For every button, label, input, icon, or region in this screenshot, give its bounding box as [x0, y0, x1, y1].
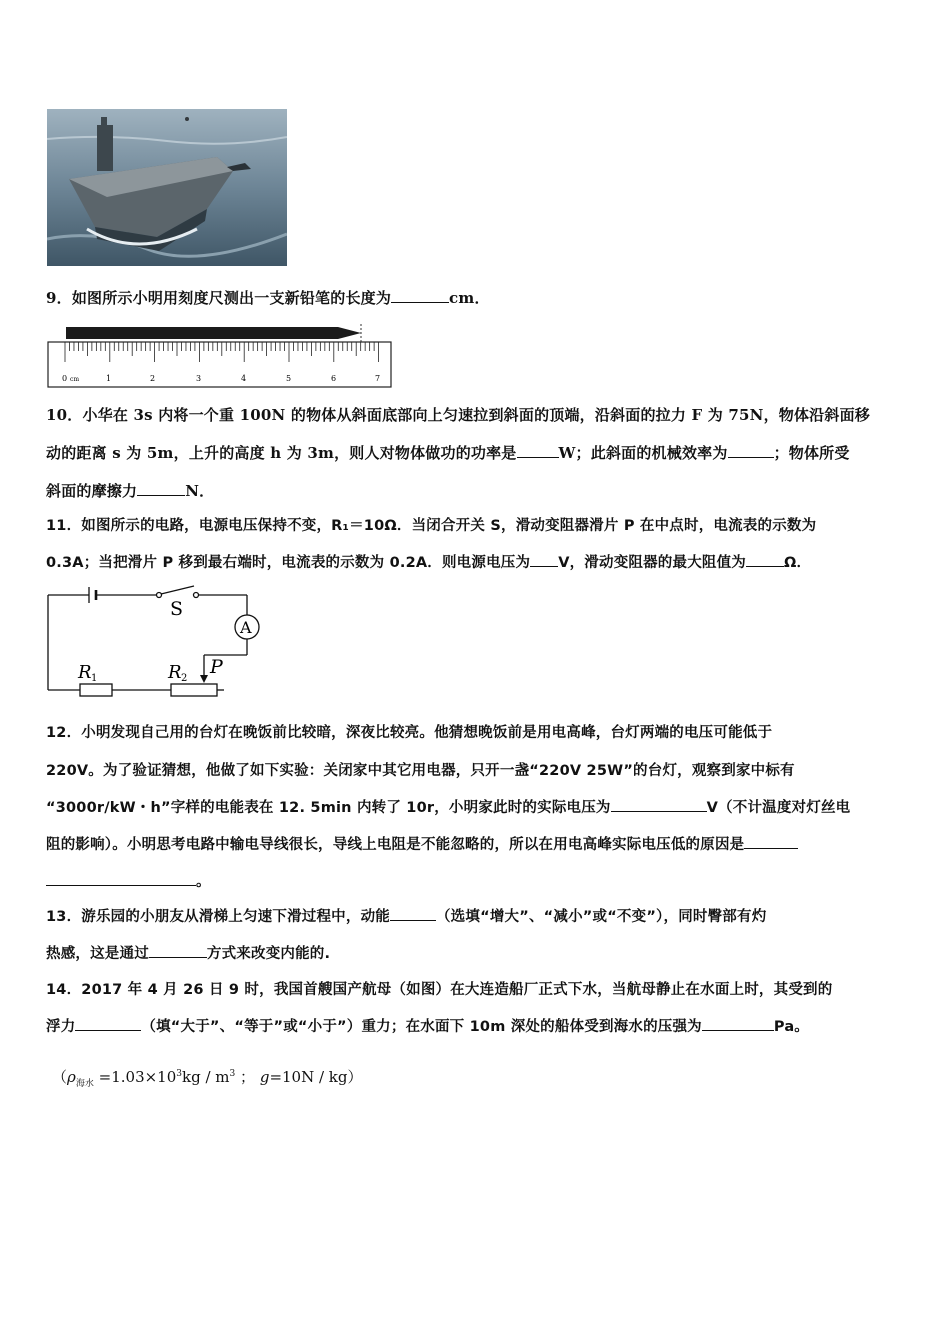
- ruler-label-2: 2: [150, 374, 156, 383]
- ruler-label-1: 1: [106, 374, 112, 383]
- question-11-line-1: 11．如图所示的电路，电源电压保持不变，R₁＝10Ω．当闭合开关 S，滑动变阻器滑片 P 在中点时，电流表的示数为: [46, 518, 817, 534]
- answer-blank: [746, 552, 784, 567]
- answer-blank: [46, 871, 196, 886]
- question-13-line-1: 13．游乐园的小朋友从滑梯上匀速下滑过程中，动能 （选填“增大”、“减小”或“不变”），同时臀部有灼: [46, 905, 766, 926]
- ruler-label-4: 4: [241, 374, 247, 383]
- ruler-unit-label: cm: [70, 376, 80, 383]
- q9-unit: cm．: [449, 289, 490, 307]
- switch-icon: [161, 586, 194, 594]
- question-11-line-2: 0.3A；当把滑片 P 移到最右端时，电流表的示数为 0.2A．则电源电压为 V，滑动变阻器的最大阻值为 Ω．: [46, 551, 811, 572]
- ruler-label-7: 7: [375, 374, 381, 383]
- answer-blank: [137, 481, 185, 496]
- r1-subscript: 1: [91, 673, 98, 684]
- question-10-line-2: 动的距离 s 为 5m，上升的高度 h 为 3m，则人对物体做功的功率是 W；此斜面的机械效率为 ；物体所受: [46, 444, 850, 462]
- answer-blank: [75, 1016, 141, 1031]
- question-12-line-2: 220V。为了验证猜想，他做了如下实验：关闭家中其它用电器，只开一盏“220V 25W”的台灯，观察到家中标有: [46, 763, 795, 779]
- q9-text: 9．如图所示小明用刻度尺测出一支新铅笔的长度为: [46, 289, 392, 307]
- answer-blank: [390, 906, 436, 921]
- answer-blank: [149, 943, 207, 958]
- answer-blank: [517, 443, 559, 458]
- question-13-line-2: 热感，这是通过 方式来改变内能的.: [46, 942, 330, 963]
- answer-blank: [702, 1016, 774, 1031]
- ruler-label-6: 6: [331, 374, 337, 383]
- aircraft-carrier-photo: [47, 109, 287, 266]
- answer-blank: [611, 797, 707, 812]
- circuit-diagram: [44, 585, 269, 700]
- answer-blank: [530, 552, 558, 567]
- r2-label: R: [168, 662, 182, 683]
- pencil-icon: [66, 327, 361, 339]
- ruler-label-3: 3: [196, 374, 202, 383]
- question-9: [46, 287, 490, 308]
- question-12-line-1: 12．小明发现自己用的台灯在晚饭前比较暗，深夜比较亮。他猜想晚饭前是用电高峰，台灯两端的电压可能低于: [46, 725, 773, 741]
- question-12-line-3: “3000r/kW・h”字样的电能表在 12. 5min 内转了 10r，小明家此时的实际电压为 V（不计温度对灯丝电: [46, 796, 850, 817]
- question-12-line-5: 。: [46, 870, 211, 891]
- ruler-label-0: 0: [62, 374, 68, 383]
- seawater-density-formula: （$\rho_{海水} =1.03\times 10^3kg / m^3$ ； g=10N / kg）: [52, 1068, 363, 1089]
- question-12-line-4: 阻的影响）。小明思考电路中输电导线很长，导线上电阻是不能忽略的，所以在用电高峰实际电压低的原因是: [46, 833, 798, 854]
- r1-label: R: [78, 662, 92, 683]
- slider-p-label: P: [210, 656, 223, 678]
- answer-blank: [391, 288, 449, 303]
- resistor-r1-icon: [80, 684, 112, 696]
- question-10-line-3: 斜面的摩擦力 N．: [46, 482, 215, 500]
- answer-blank: [744, 834, 798, 849]
- answer-blank: [728, 443, 774, 458]
- question-10-line-1: 10．小华在 3s 内将一个重 100N 的物体从斜面底部向上匀速拉到斜面的顶端，沿斜面的拉力 F 为 75N，物体沿斜面移: [46, 406, 870, 424]
- switch-label: S: [170, 598, 184, 620]
- ammeter-label: A: [240, 618, 252, 637]
- ruler-label-5: 5: [286, 374, 292, 383]
- resistor-r2-icon: [171, 684, 217, 696]
- question-14-line-1: 14．2017 年 4 月 26 日 9 时，我国首艘国产航母（如图）在大连造船厂正式下水，当航母静止在水面上时，其受到的: [46, 982, 833, 998]
- ruler-pencil-figure: [46, 318, 394, 390]
- question-14-line-2: 浮力 （填“大于”、“等于”或“小于”）重力；在水面下 10m 深处的船体受到海水的压强为 Pa。: [46, 1015, 809, 1036]
- r2-subscript: 2: [181, 673, 188, 684]
